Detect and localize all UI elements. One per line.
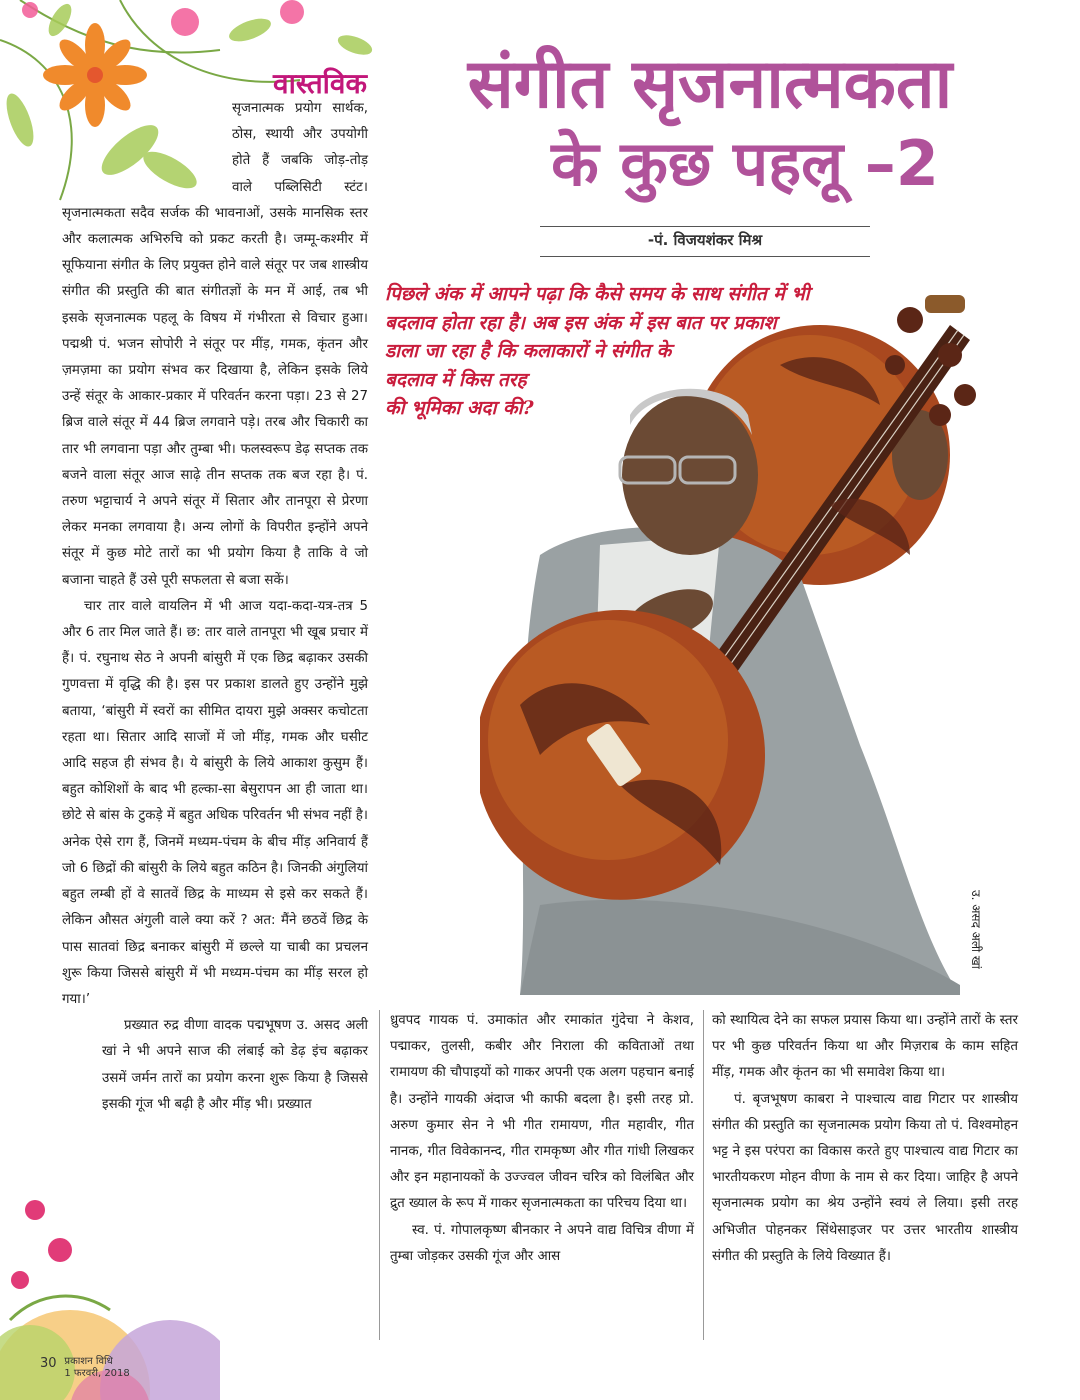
body-paragraph: को स्थायित्व देने का सफल प्रयास किया था। उन्होंने तारों के स्तर पर भी कुछ परिवर्तन किया था और मिज़राब के काम सहित मींड़, गमक और कृंतन का भी समावेश किया था। — [712, 1013, 1018, 1081]
column-divider — [379, 1010, 380, 1340]
body-paragraph: चार तार वाले वायलिन में भी आज यदा-कदा-यत्र-तत्र 5 और 6 तार मिल जाते हैं। छ: तार वाले तानपूरा भी खूब प्रचार में हैं। पं. रघुनाथ सेठ ने अपनी बांसुरी में एक छिद्र बढ़ाकर उसकी गुणवत्ता में वृद्धि की है। इस पर प्रकाश डालते हुए उन्होंने मुझे बताया, ‘बांसुरी में स्वरों का सीमित दायरा मुझे अक्सर कचोटता रहता था। सितार आदि साजों में जो मींड़, गमक और घसीट आदि सहज ही संभव है। ये बांसुरी के लिये आकाश कुसुम हैं। बहुत कोशिशों के बाद भी हल्का-सा बेसुरापन आ ही जाता था। छोटे से बांस के टुकड़े में बहुत अधिक परिवर्तन भी संभव नहीं है। अनेक ऐसे राग हैं, जिनमें मध्यम-पंचम के बीच मींड़ अनिवार्य हैं जो 6 छिद्रों की बांसुरी के लिये बहुत कठिन है। जिनकी अंगुलियां बहुत लम्बी हों वे सातवें छिद्र के माध्यम से इसे कर सकते हैं। लेकिन औसत अंगुली वाले क्या करें ? अत: मैंने छठवें छिद्र के पास सातवां छिद्र बनाकर बांसुरी में छल्ले या चाबी का प्रचलन शुरू किया जिससे बांसुरी में भी मध्यम-पंचम का मींड़ सरल हो गया।’ — [62, 598, 368, 1007]
intro-line: डाला जा रहा है कि कलाकारों ने संगीत के — [385, 340, 672, 362]
intro-line: की भूमिका अदा की? — [385, 397, 534, 419]
body-paragraph: पं. बृजभूषण काबरा ने पाश्चात्य वाद्य गिटार पर शास्त्रीय संगीत की प्रस्तुति का सृजनात्मक प्रयोग किया तो पं. विश्वमोहन भट्ट ने इस परंपरा का विकास करते हुए पाश्चात्य वाद्य गिटार का भारतीयकरण मोहन वीणा के नाम से कर दिया। जाहिर है अपने सृजनात्मक प्रयोग का श्रेय उन्होंने स्वयं ले लिया। इसी तरह अभिजीत पोहनकर सिंथेसाइजर पर उत्तर भारतीय शास्त्रीय संगीत की प्रस्तुति के लिये विख्यात हैं। — [712, 1091, 1018, 1264]
column-divider — [703, 1010, 704, 1340]
body-paragraph: सृजनात्मक प्रयोग सार्थक, ठोस, स्थायी और उपयोगी होते हैं जबकि जोड़-तोड़ वाले पब्लिसिटी स्टंट। सृजनात्मकता सदैव सर्जक की भावनाओं, उसके मानसिक स्तर और कलात्मक अभिरुचि को प्रकट करती है। जम्मू-कश्मीर में सूफियाना संगीत के लिए प्रयुक्त होने वाले संतूर पर जब शास्त्रीय संगीत की प्रस्तुति की बात संगीतज्ञों के मन में आई, तब भी इसके सृजनात्मक पहलू के विषय में गंभीरता से विचार हुआ। पद्मश्री पं. भजन सोपोरी ने संतूर पर मींड़, गमक, कृंतन और ज़मज़मा का प्रयोग संभव कर दिखाया है, लेकिन इसके लिये उन्हें संतूर के आकार-प्रकार में परिवर्तन करना पड़ा। 23 से 27 ब्रिज वाले संतूर में 44 ब्रिज लगवाने पड़े। तरब और चिकारी का तार भी लगवाना पड़ा और तुम्बा भी। फलस्वरूप डेढ़ सप्तक तक बजने वाला संतूर आज साढ़े तीन सप्तक तक बज रहा है। पं. तरुण भट्टाचार्य ने अपने संतूर में सितार और तानपूरा से प्रेरणा लेकर मनका लगवाया है। अन्य लोगों के विपरीत इन्होंने अपने संतूर में कुछ मोटे तारों का भी प्रयोग किया है ताकि वे जो बजाना चाहते हैं उसे पूरी सफलता से बजा सकें। — [62, 101, 368, 588]
page-folio — [40, 1356, 130, 1380]
photo-caption: उ. असद अली खां — [969, 890, 983, 969]
column-1 — [62, 96, 368, 1118]
intro-deck — [385, 280, 865, 423]
body-paragraph: प्रख्यात रुद्र वीणा वादक पद्मभूषण उ. असद अली खां ने भी अपने साज की लंबाई को डेढ़ इंच बढ़ाकर उसमें जर्मन तारों का प्रयोग करना शुरू किया है जिससे इसकी गूंज भी बढ़ी है और मींड़ भी। प्रख्यात — [102, 1018, 368, 1112]
intro-line: पिछले अंक में आपने पढ़ा कि कैसे समय के साथ संगीत में भी — [385, 283, 810, 305]
intro-line: बदलाव में किस तरह — [385, 368, 527, 391]
body-paragraph: स्व. पं. गोपालकृष्ण बीनकार ने अपने वाद्य विचित्र वीणा में तुम्बा जोड़कर उसकी गूंज और आस — [390, 1222, 694, 1264]
byline-rule-bottom — [540, 256, 870, 257]
byline-rule-top — [540, 226, 870, 227]
kicker-word: वास्तविक — [273, 67, 367, 100]
article-title-line2: के कुछ पहलू –2 — [551, 127, 939, 200]
byline: -पं. विजयशंकर मिश्र — [647, 231, 763, 249]
issue-date: 1 फरवरी, 2018 — [64, 1368, 130, 1379]
column-3 — [712, 1008, 1018, 1270]
body-paragraph: ध्रुवपद गायक पं. उमाकांत और रमाकांत गुंदेचा ने केशव, पद्माकर, तुलसी, कबीर और निराला की कविताओं तथा रामायण की चौपाइयों को गाकर अपनी एक अलग पहचान बनाई है। उन्होंने गायकी अंदाज भी काफी बदला है। इसी तरह प्रो. अरुण कुमार सेन ने भी गीत रामायण, गीत महावीर, गीत नानक, गीत विवेकानन्द, गीत रामकृष्ण और गीत गांधी लिखकर और इन महानायकों के उज्ज्वल जीवन चरित्र को विलंबित और द्रुत ख्याल के रूप में गाकर सृजनात्मकता का परिचय दिया था। — [390, 1013, 694, 1212]
publication-name: प्रकाशन ​विधि — [64, 1356, 113, 1367]
float-spacer — [62, 96, 232, 188]
intro-line: बदलाव होता रहा है। अब इस अंक में इस बात पर प्रकाश — [385, 311, 777, 334]
column-2 — [390, 1008, 694, 1270]
article-title-line1: संगीत सृजनात्मकता — [467, 45, 953, 124]
publication-info — [64, 1356, 129, 1380]
page-number: 30 — [40, 1356, 57, 1371]
